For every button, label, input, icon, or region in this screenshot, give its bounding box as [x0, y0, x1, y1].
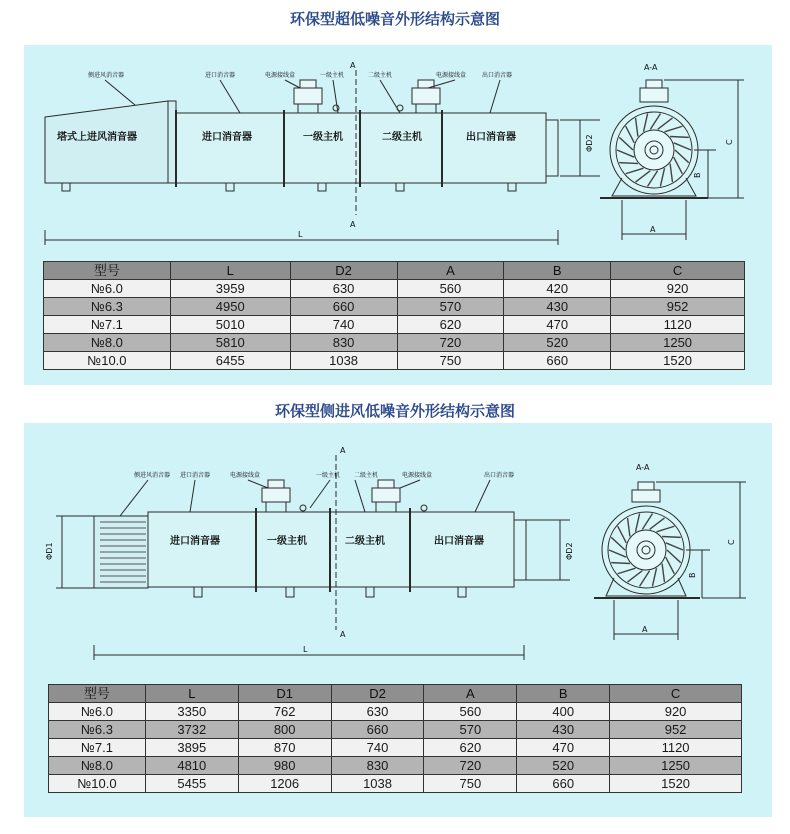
table-row — [49, 757, 742, 775]
dim-d2: ΦD2 — [585, 134, 594, 152]
table-cell: 1520 — [611, 352, 745, 370]
table-cell: 1120 — [610, 739, 742, 757]
table-header-cell: A — [424, 685, 517, 703]
table-cell: 570 — [397, 298, 504, 316]
table-header-row — [49, 685, 742, 703]
bottom-callout: 电源接线盒 — [402, 472, 433, 479]
table-header-cell: L — [170, 262, 290, 280]
table-cell: 830 — [331, 757, 424, 775]
table-cell: 560 — [424, 703, 517, 721]
table-header-cell: C — [611, 262, 745, 280]
table-cell: 430 — [517, 721, 610, 739]
table-cell: 3732 — [145, 721, 238, 739]
table-cell: 430 — [504, 298, 611, 316]
table-cell: 570 — [424, 721, 517, 739]
table-cell: 720 — [397, 334, 504, 352]
dim-a: A — [650, 225, 656, 234]
section-mark-a: A — [350, 220, 356, 229]
table-cell: 660 — [290, 298, 397, 316]
table-cell: 630 — [331, 703, 424, 721]
table-cell: 3350 — [145, 703, 238, 721]
table-header-cell: D2 — [331, 685, 424, 703]
table-cell: 620 — [397, 316, 504, 334]
section-mark-a: A — [340, 446, 346, 455]
top-callout: 二级主机 — [368, 72, 393, 79]
bottom-section-label: 一级主机 — [267, 536, 307, 547]
impeller-blade — [611, 563, 630, 564]
table-cell: №6.3 — [44, 298, 171, 316]
table-cell: 660 — [331, 721, 424, 739]
table-header-cell: 型号 — [49, 685, 146, 703]
dim-d1: ΦD1 — [45, 542, 54, 560]
dim-c: C — [727, 539, 736, 545]
table-cell: 1250 — [610, 757, 742, 775]
table-row — [49, 703, 742, 721]
bottom-callout: 出口消音器 — [484, 472, 515, 479]
table-header-cell: D2 — [290, 262, 397, 280]
bottom-callout: 进口消音器 — [180, 472, 211, 479]
table-cell: 400 — [517, 703, 610, 721]
top-section-label: 二级主机 — [382, 132, 422, 143]
top-callout: 进口消音器 — [205, 72, 236, 79]
table-cell: 1038 — [290, 352, 397, 370]
table-cell: 6455 — [170, 352, 290, 370]
dim-l: L — [298, 230, 303, 239]
dim-b: B — [693, 172, 702, 178]
table-cell: 4950 — [170, 298, 290, 316]
impeller-blade — [662, 537, 681, 538]
top-section-label: 出口消音器 — [466, 132, 516, 143]
table-cell: №7.1 — [44, 316, 171, 334]
bottom-end-view — [594, 482, 746, 640]
dim-b: B — [688, 572, 697, 578]
table-cell: 1038 — [331, 775, 424, 793]
top-callout: 电源接线盒 — [265, 72, 296, 79]
bottom-spec-table — [48, 684, 742, 793]
end-view-label: A-A — [644, 63, 658, 72]
table-cell: 1206 — [238, 775, 331, 793]
table-row — [49, 739, 742, 757]
table-cell: 980 — [238, 757, 331, 775]
table-cell: №8.0 — [49, 757, 146, 775]
table-cell: 740 — [290, 316, 397, 334]
table-cell: 750 — [424, 775, 517, 793]
table-cell: 5010 — [170, 316, 290, 334]
table-header-cell: D1 — [238, 685, 331, 703]
table-header-cell: C — [610, 685, 742, 703]
table-cell: 952 — [611, 298, 745, 316]
bottom-callout: 电源接线盒 — [230, 472, 261, 479]
table-cell: 720 — [424, 757, 517, 775]
table-cell: 830 — [290, 334, 397, 352]
top-title: 环保型超低噪音外形结构示意图 — [289, 10, 500, 28]
table-cell: 420 — [504, 280, 611, 298]
table-cell: №6.3 — [49, 721, 146, 739]
table-cell: 1120 — [611, 316, 745, 334]
top-callout: 电源接线盒 — [436, 72, 467, 79]
table-cell: 952 — [610, 721, 742, 739]
table-row — [49, 721, 742, 739]
table-cell: 1250 — [611, 334, 745, 352]
dim-c: C — [725, 139, 734, 145]
bottom-callout: 一级主机 — [316, 472, 341, 479]
table-cell: 800 — [238, 721, 331, 739]
table-cell: 3959 — [170, 280, 290, 298]
table-cell: 3895 — [145, 739, 238, 757]
table-cell: 660 — [517, 775, 610, 793]
table-cell: 620 — [424, 739, 517, 757]
section-mark-a: A — [350, 61, 356, 70]
table-cell: 5455 — [145, 775, 238, 793]
table-cell: 920 — [611, 280, 745, 298]
table-cell: №10.0 — [44, 352, 171, 370]
dim-l: L — [303, 645, 308, 654]
top-section-label: 进口消音器 — [202, 132, 252, 143]
table-cell: 870 — [238, 739, 331, 757]
table-cell: 740 — [331, 739, 424, 757]
table-cell: 520 — [504, 334, 611, 352]
table-cell: 520 — [517, 757, 610, 775]
table-cell: №7.1 — [49, 739, 146, 757]
table-cell: 660 — [504, 352, 611, 370]
table-cell: 470 — [517, 739, 610, 757]
bottom-section-label: 出口消音器 — [434, 536, 484, 547]
top-callout: 一级主机 — [320, 72, 345, 79]
bottom-section-label: 进口消音器 — [170, 536, 220, 547]
table-cell: 762 — [238, 703, 331, 721]
end-view-label: A-A — [636, 463, 650, 472]
table-header-cell: 型号 — [44, 262, 171, 280]
table-cell: 5810 — [170, 334, 290, 352]
bottom-callout: 二级主机 — [354, 472, 379, 479]
table-cell: 560 — [397, 280, 504, 298]
top-section-label: 塔式上进风消音器 — [57, 132, 137, 143]
table-cell: 1520 — [610, 775, 742, 793]
dim-a: A — [642, 625, 648, 634]
table-cell: 630 — [290, 280, 397, 298]
table-cell: №10.0 — [49, 775, 146, 793]
table-cell: №6.0 — [49, 703, 146, 721]
table-cell: 470 — [504, 316, 611, 334]
bottom-title: 环保型侧进风低噪音外形结构示意图 — [274, 402, 515, 420]
table-cell: №6.0 — [44, 280, 171, 298]
bottom-section-label: 二级主机 — [345, 536, 385, 547]
section-mark-a: A — [340, 630, 346, 639]
bottom-callout: 侧进风消音器 — [134, 472, 171, 479]
table-header-cell: B — [517, 685, 610, 703]
table-cell: 4810 — [145, 757, 238, 775]
dim-d2: ΦD2 — [565, 542, 574, 560]
top-section-label: 一级主机 — [303, 132, 343, 143]
table-header-cell: L — [145, 685, 238, 703]
top-callout: 出口消音器 — [482, 72, 513, 79]
table-cell: 750 — [397, 352, 504, 370]
table-cell: 920 — [610, 703, 742, 721]
table-header-cell: A — [397, 262, 504, 280]
top-callout: 侧进风消音器 — [88, 72, 125, 79]
table-row — [49, 775, 742, 793]
table-cell: №8.0 — [44, 334, 171, 352]
table-header-cell: B — [504, 262, 611, 280]
